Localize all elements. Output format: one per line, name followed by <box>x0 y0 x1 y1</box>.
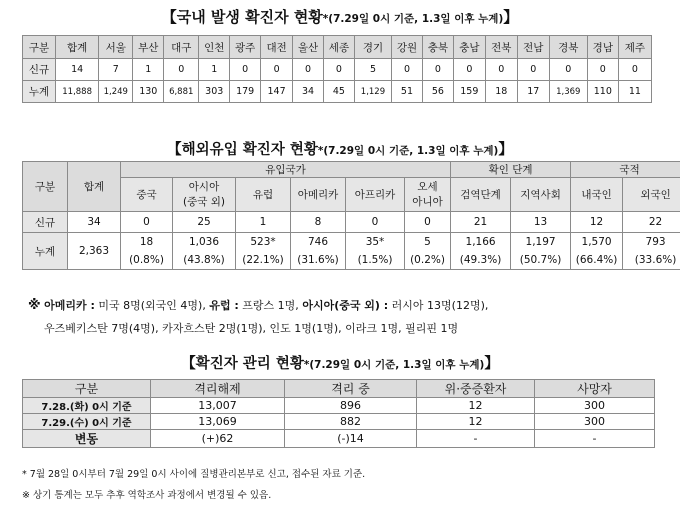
table-cell: 1,036 <box>173 233 236 252</box>
table-cell: 6,881 <box>164 81 199 103</box>
header-cell: 대전 <box>261 36 293 59</box>
table-cell: (+)62 <box>151 430 285 448</box>
table-cell: (22.1%) <box>236 251 291 270</box>
management-table <box>22 379 655 448</box>
table-cell: 11 <box>618 81 651 103</box>
table-cell: 18 <box>485 81 517 103</box>
row-label: 신규 <box>23 59 56 81</box>
header-cell: 경북 <box>549 36 587 59</box>
header-line: 오세 <box>417 180 438 193</box>
table-cell: 1 <box>199 59 230 81</box>
table-cell: 5 <box>405 233 451 252</box>
table-cell: 18 <box>121 233 173 252</box>
table-cell: 0 <box>618 59 651 81</box>
management-row-change <box>23 430 655 448</box>
table-cell: (0.8%) <box>121 251 173 270</box>
overseas-header-row-1 <box>23 162 680 178</box>
header-cell: 서울 <box>99 36 133 59</box>
header-cell: 구분 <box>23 162 68 212</box>
overseas-row-cumulative <box>23 233 680 252</box>
header-cell <box>173 178 236 212</box>
header-cell: 지역사회 <box>511 178 571 212</box>
table-cell: 523* <box>236 233 291 252</box>
table-cell: (43.8%) <box>173 251 236 270</box>
table-cell: (-)14 <box>285 430 417 448</box>
note-america-label: 아메리카 : <box>44 299 95 312</box>
header-cell: 경남 <box>587 36 618 59</box>
overseas-header-row-2 <box>23 178 680 212</box>
header-cell: 위·중증환자 <box>417 380 535 398</box>
management-title <box>0 352 680 373</box>
table-cell: 300 <box>535 414 655 430</box>
overseas-title <box>0 138 680 159</box>
table-cell: 0 <box>323 59 354 81</box>
overseas-row-percent <box>23 251 680 270</box>
header-cell <box>405 178 451 212</box>
domestic-title-subtitle: *(7.29일 0시 기준, 1.3일 이후 누계) <box>322 13 504 25</box>
table-cell: (66.4%) <box>571 251 623 270</box>
header-group: 확인 단계 <box>451 162 571 178</box>
table-cell: 130 <box>133 81 164 103</box>
table-cell: 0 <box>587 59 618 81</box>
header-cell: 경기 <box>354 36 391 59</box>
header-cell: 사망자 <box>535 380 655 398</box>
table-cell: 5 <box>354 59 391 81</box>
table-cell: 0 <box>230 59 261 81</box>
table-cell: 12 <box>417 398 535 414</box>
table-cell: 0 <box>293 59 324 81</box>
domestic-title-close: 】 <box>503 8 519 26</box>
table-cell: 159 <box>453 81 485 103</box>
table-cell: (0.2%) <box>405 251 451 270</box>
origin-note-line-2: 우즈베키스탄 7명(4명), 카자흐스탄 2명(1명), 인도 1명(1명), 이라크 1명, 필리핀 1명 <box>44 322 459 335</box>
table-cell: 17 <box>517 81 549 103</box>
header-cell: 인천 <box>199 36 230 59</box>
header-cell: 전남 <box>517 36 549 59</box>
header-cell: 충북 <box>422 36 453 59</box>
header-cell: 부산 <box>133 36 164 59</box>
table-cell: 34 <box>68 212 121 233</box>
header-cell: 유럽 <box>236 178 291 212</box>
header-line: 아니아 <box>412 195 443 208</box>
table-cell: 13 <box>511 212 571 233</box>
table-cell: (50.7%) <box>511 251 571 270</box>
table-cell: 12 <box>417 414 535 430</box>
table-cell: 1,197 <box>511 233 571 252</box>
note-europe-label: 유럽 : <box>209 299 239 312</box>
table-cell: 110 <box>587 81 618 103</box>
header-cell: 아메리카 <box>291 178 346 212</box>
management-row-0729 <box>23 414 655 430</box>
overseas-row-new <box>23 212 680 233</box>
header-cell: 아프리카 <box>346 178 405 212</box>
header-cell: 세종 <box>323 36 354 59</box>
table-cell: - <box>535 430 655 448</box>
table-cell: 35* <box>346 233 405 252</box>
header-line: (중국 외) <box>183 195 225 208</box>
table-cell: 303 <box>199 81 230 103</box>
header-cell: 충남 <box>453 36 485 59</box>
table-cell: 0 <box>261 59 293 81</box>
table-cell: 11,888 <box>55 81 98 103</box>
note-asia-label: 아시아(중국 외) : <box>302 299 389 312</box>
header-cell: 검역단계 <box>451 178 511 212</box>
origin-note-line-1 <box>28 297 488 313</box>
table-cell: (1.5%) <box>346 251 405 270</box>
table-cell: 0 <box>422 59 453 81</box>
header-cell: 구분 <box>23 36 56 59</box>
table-cell: 13,007 <box>151 398 285 414</box>
row-label: 변동 <box>23 430 151 448</box>
table-cell: 179 <box>230 81 261 103</box>
row-label: 누계 <box>23 233 68 270</box>
table-cell: 45 <box>323 81 354 103</box>
header-cell: 외국인 <box>623 178 680 212</box>
management-title-close: 】 <box>484 356 499 372</box>
table-cell: 0 <box>121 212 173 233</box>
management-title-subtitle: *(7.29일 0시 기준, 1.3일 이후 누계) <box>303 359 485 371</box>
table-cell: 0 <box>164 59 199 81</box>
table-cell: 793 <box>623 233 680 252</box>
table-cell: 1 <box>236 212 291 233</box>
header-cell: 강원 <box>392 36 423 59</box>
table-cell: 12 <box>571 212 623 233</box>
header-cell: 전북 <box>485 36 517 59</box>
domestic-title-text: 【국내 발생 확진자 현황 <box>161 8 323 26</box>
table-cell: 25 <box>173 212 236 233</box>
table-cell: 13,069 <box>151 414 285 430</box>
table-cell: - <box>417 430 535 448</box>
management-title-text: 【확진자 관리 현황 <box>181 356 304 372</box>
header-cell: 격리 중 <box>285 380 417 398</box>
table-cell: 746 <box>291 233 346 252</box>
table-cell: 882 <box>285 414 417 430</box>
management-row-0728 <box>23 398 655 414</box>
table-cell: 22 <box>623 212 680 233</box>
row-label: 7.28.(화) 0시 기준 <box>23 398 151 414</box>
note-asia-text: 러시아 13명(12명), <box>388 299 489 312</box>
table-cell: 7 <box>99 59 133 81</box>
overseas-title-subtitle: *(7.29일 0시 기준, 1.3일 이후 누계) <box>317 145 499 157</box>
header-cell: 구분 <box>23 380 151 398</box>
header-cell: 광주 <box>230 36 261 59</box>
table-cell: 56 <box>422 81 453 103</box>
domestic-header-row <box>23 36 652 59</box>
note-mark: ※ <box>28 298 41 313</box>
header-cell: 격리해제 <box>151 380 285 398</box>
table-cell: 0 <box>485 59 517 81</box>
table-cell: 0 <box>549 59 587 81</box>
table-cell: 34 <box>293 81 324 103</box>
row-label: 7.29.(수) 0시 기준 <box>23 414 151 430</box>
table-cell: 1,129 <box>354 81 391 103</box>
header-cell: 중국 <box>121 178 173 212</box>
table-cell: 0 <box>453 59 485 81</box>
header-cell: 내국인 <box>571 178 623 212</box>
header-cell: 합계 <box>68 162 121 212</box>
table-cell: 147 <box>261 81 293 103</box>
header-line: 아시아 <box>188 180 220 193</box>
domestic-title <box>0 6 680 27</box>
footnote-source: * 7월 28일 0시부터 7월 29일 0시 사이에 질병관리본부로 신고, 접수된 자료 기준. <box>22 469 366 480</box>
management-header-row <box>23 380 655 398</box>
domestic-row-cumulative <box>23 81 652 103</box>
table-cell: 1,570 <box>571 233 623 252</box>
table-cell: 51 <box>392 81 423 103</box>
table-cell: 1,369 <box>549 81 587 103</box>
table-cell: 1,249 <box>99 81 133 103</box>
table-cell: 0 <box>346 212 405 233</box>
table-cell: 21 <box>451 212 511 233</box>
table-cell: 0 <box>392 59 423 81</box>
header-cell: 대구 <box>164 36 199 59</box>
footnote-disclaimer: ※ 상기 통계는 모두 추후 역학조사 과정에서 변경될 수 있음. <box>22 490 272 501</box>
table-cell: (49.3%) <box>451 251 511 270</box>
row-label: 신규 <box>23 212 68 233</box>
table-cell: 0 <box>405 212 451 233</box>
table-cell: (33.6%) <box>623 251 680 270</box>
note-america-text: 미국 8명(외국인 4명), <box>94 299 210 312</box>
table-cell: 8 <box>291 212 346 233</box>
header-group: 유입국가 <box>121 162 451 178</box>
header-cell: 울산 <box>293 36 324 59</box>
table-cell: 0 <box>517 59 549 81</box>
note-europe-text: 프랑스 1명, <box>238 299 303 312</box>
table-cell: 14 <box>55 59 98 81</box>
table-cell: 1,166 <box>451 233 511 252</box>
row-label: 누계 <box>23 81 56 103</box>
overseas-title-close: 】 <box>498 142 513 158</box>
overseas-table <box>22 161 680 270</box>
table-cell: (31.6%) <box>291 251 346 270</box>
table-cell: 896 <box>285 398 417 414</box>
table-cell: 2,363 <box>68 233 121 270</box>
domestic-row-new <box>23 59 652 81</box>
header-group: 국적 <box>571 162 680 178</box>
header-cell: 제주 <box>618 36 651 59</box>
header-cell: 합계 <box>55 36 98 59</box>
table-cell: 1 <box>133 59 164 81</box>
overseas-title-text: 【해외유입 확진자 현황 <box>167 142 318 158</box>
domestic-table <box>22 35 652 103</box>
table-cell: 300 <box>535 398 655 414</box>
